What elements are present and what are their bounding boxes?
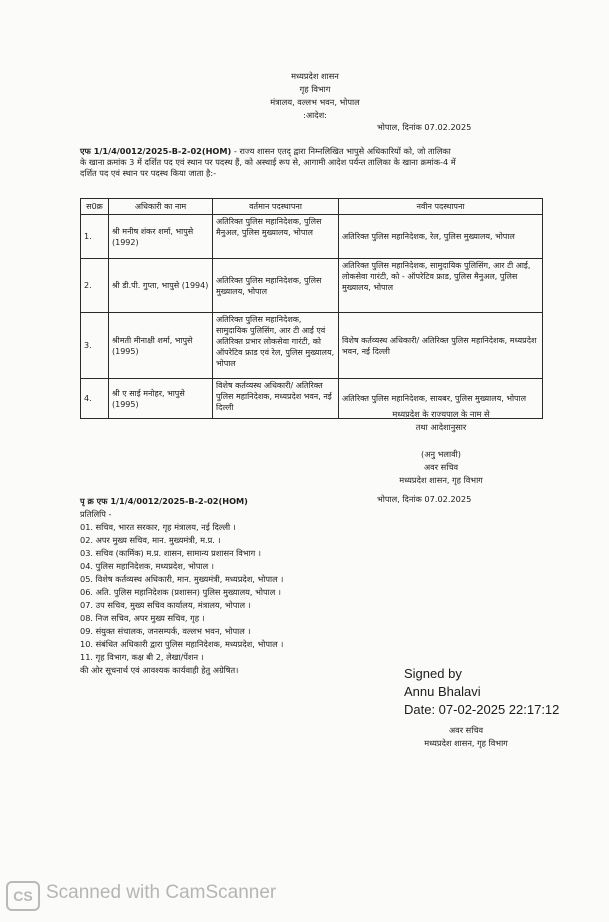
endorsement-number: पृ क्र एफ 1/1/4/0012/2025-B-2-02(HOM) [80, 496, 248, 506]
signatory-designation: अवर सचिव [423, 462, 459, 472]
cell-new-posting: अतिरिक्त पुलिस महानिदेशक, सामुदायिक पुलिसिंग, आर टी आई, लोकसेवा गारंटी, को - ऑपरेटिव फ्राड, पुलिस मैनुअल, पुलिस मुख्यालय, भोपाल [339, 259, 543, 313]
list-item: 09. संयुक्त संचालक, जनसम्पर्क, वल्लभ भवन, भोपाल । [80, 626, 251, 636]
order-number: एफ 1/1/4/0012/2025-B-2-02(HOM) [80, 146, 232, 156]
cell-current-posting: अतिरिक्त पुलिस महानिदेशक, पुलिस मैनुअल, पुलिस मुख्यालय, भोपाल [213, 215, 339, 259]
forwarding-note: की ओर सूचनार्थ एवं आवश्यक कार्यवाही हेतु अग्रेषित। [80, 665, 239, 675]
table-row [81, 259, 543, 313]
order-date: भोपाल, दिनांक 07.02.2025 [377, 122, 472, 132]
department-name: गृह विभाग [299, 84, 331, 94]
cell-serial: 2. [81, 259, 109, 313]
cell-current-posting: विशेष कर्तव्यस्थ अधिकारी/ अतिरिक्त पुलिस महानिदेशक, मध्यप्रदेश भवन, नई दिल्ली [213, 379, 339, 419]
cell-new-posting: विशेष कर्तव्यस्थ अधिकारी/ अतिरिक्त पुलिस महानिदेशक, मध्यप्रदेश भवन, नई दिल्ली [339, 313, 543, 379]
list-item: 02. अपर मुख्य सचिव, मान. मुख्यमंत्री, म.प्र. । [80, 535, 221, 545]
digital-signature [404, 665, 604, 719]
table-header-row [81, 199, 543, 215]
signature-designation-block [396, 724, 536, 750]
copy-list [80, 508, 380, 677]
list-item: 05. विशेष कर्तव्यस्थ अधिकारी, मान. मुख्यमंत्री, मध्यप्रदेश, भोपाल । [80, 574, 284, 584]
cell-officer: श्री ए साई मनोहर, भापुसे (1995) [109, 379, 213, 419]
col-header-new-posting: नवीन पदस्थापना [339, 199, 543, 215]
camscanner-logo-icon: CS [6, 881, 40, 911]
letterhead [220, 70, 410, 122]
authority-line-1: मध्यप्रदेश के राज्यपाल के नाम से [392, 409, 490, 419]
cell-officer: श्री मनीष शंकर शर्मा, भापुसे (1992) [109, 215, 213, 259]
cell-new-posting: अतिरिक्त पुलिस महानिदेशक, रेल, पुलिस मुख्यालय, भोपाल [339, 215, 543, 259]
authority-line-2: तथा आदेशानुसार [415, 422, 467, 432]
order-text-1: - राज्य शासन एतद् द्वारा निम्नलिखित भापुसे अधिकारियों को, जो तालिका [231, 146, 451, 156]
copy-label: प्रतिलिपि - [80, 509, 112, 519]
col-header-officer: अधिकारी का नाम [109, 199, 213, 215]
col-header-serial: स0क्र [81, 199, 109, 215]
watermark-text: Scanned with CamScanner [46, 882, 277, 903]
cell-serial: 3. [81, 313, 109, 379]
col-header-current-posting: वर्तमान पदस्थापना [213, 199, 339, 215]
cell-current-posting: अतिरिक्त पुलिस महानिदेशक, पुलिस मुख्यालय, भोपाल [213, 259, 339, 313]
signed-by-label: Signed by [404, 666, 462, 681]
table-row [81, 215, 543, 259]
order-paragraph [80, 146, 550, 179]
list-item: 06. अति. पुलिस महानिदेशक (प्रशासन) पुलिस मुख्यालय, भोपाल । [80, 587, 282, 597]
signature-department: मध्यप्रदेश शासन, गृह विभाग [424, 738, 508, 748]
signature-designation: अवर सचिव [448, 725, 484, 735]
table-row [81, 313, 543, 379]
signatory-department: मध्यप्रदेश शासन, गृह विभाग [399, 475, 483, 485]
govt-name: मध्यप्रदेश शासन [291, 71, 339, 81]
cell-officer: श्रीमती मीनाक्षी शर्मा, भापुसे (1995) [109, 313, 213, 379]
order-text-3: दर्शित पद एवं स्थान पर पदस्थ किया जाता है:- [80, 168, 217, 178]
list-item: 10. संबंधित अधिकारी द्वारा पुलिस महानिदेशक, मध्यप्रदेश, भोपाल । [80, 639, 284, 649]
list-item: 04. पुलिस महानिदेशक, मध्यप्रदेश, भोपाल । [80, 561, 214, 571]
signature-date: Date: 07-02-2025 22:17:12 [404, 702, 560, 717]
cell-new-posting: अतिरिक्त पुलिस महानिदेशक, सायबर, पुलिस मुख्यालय, भोपाल [339, 379, 543, 419]
signatory-name: (अनु भलावी) [421, 449, 461, 459]
posting-table [80, 198, 543, 419]
list-item: 07. उप सचिव, मुख्य सचिव कार्यालय, मंत्रालय, भोपाल । [80, 600, 251, 610]
signer-name: Annu Bhalavi [404, 684, 481, 699]
cell-serial: 1. [81, 215, 109, 259]
list-item: 03. सचिव (कार्मिक) म.प्र. शासन, सामान्य प्रशासन विभाग । [80, 548, 262, 558]
endorsement-date: भोपाल, दिनांक 07.02.2025 [377, 494, 472, 504]
order-heading: :आदेश: [303, 110, 327, 120]
list-item: 11. गृह विभाग, कक्ष बी 2, लेखा/पेंशन । [80, 652, 204, 662]
list-item: 01. सचिव, भारत सरकार, गृह मंत्रालय, नई दिल्ली । [80, 522, 236, 532]
cell-serial: 4. [81, 379, 109, 419]
cell-current-posting: अतिरिक्त पुलिस महानिदेशक, सामुदायिक पुलिसिंग, आर टी आई एवं अतिरिक्त प्रभार लोकसेवा गारंटी, को ऑपरेटिव फ्राड एवं रेल, पुलिस मुख्यालय, भोपाल [213, 313, 339, 379]
office-address: मंत्रालय, वल्लभ भवन, भोपाल [270, 97, 360, 107]
order-text-2: के खाना क्रमांक 3 में दर्शित पद एवं स्थान पर पदस्थ हैं, को अस्थाई रूप से, आगामी आदेश पर्यन्त तालिका के खाना क्रमांक-4 में [80, 157, 456, 167]
cell-officer: श्री डी.पी. गुप्ता, भापुसे (1994) [109, 259, 213, 313]
list-item: 08. निज सचिव, अपर मुख्य सचिव, गृह । [80, 613, 205, 623]
authority-block [356, 408, 526, 487]
